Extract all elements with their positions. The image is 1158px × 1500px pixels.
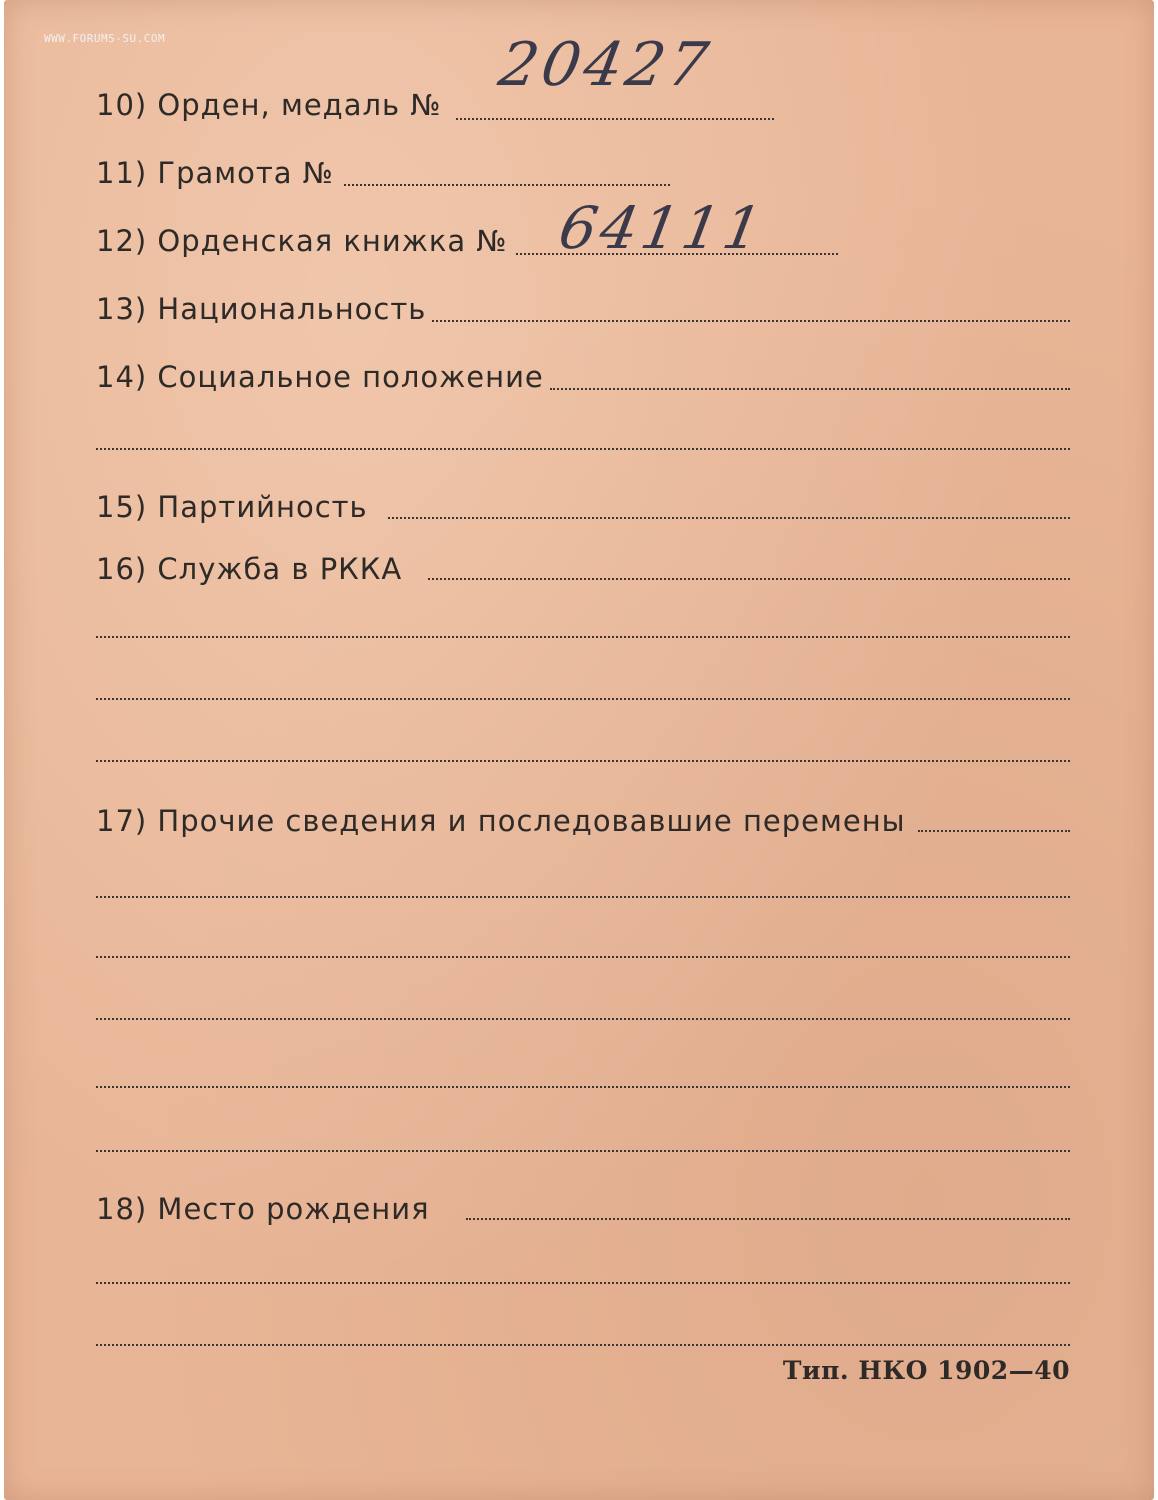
watermark: WWW.FORUMS-SU.COM (44, 32, 166, 45)
field-gramota-line[interactable] (344, 184, 670, 186)
field-other-line-2[interactable] (96, 896, 1070, 898)
field-other-label: 17) Прочие сведения и последовавшие перемены (96, 804, 906, 838)
field-birthplace-line-2[interactable] (96, 1282, 1070, 1284)
field-party-line[interactable] (388, 517, 1070, 519)
field-gramota-label: 11) Грамота № (96, 156, 334, 190)
field-nationality-label: 13) Национальность (96, 292, 427, 326)
field-service-line-4[interactable] (96, 760, 1070, 762)
field-social-label: 14) Социальное положение (96, 360, 544, 394)
field-order-line[interactable] (456, 118, 774, 120)
field-other-line-4[interactable] (96, 1018, 1070, 1020)
field-social-line[interactable] (550, 388, 1070, 390)
field-service-label: 16) Служба в РККА (96, 552, 403, 586)
field-birthplace-label: 18) Место рождения (96, 1192, 430, 1226)
field-party-label: 15) Партийность (96, 490, 368, 524)
field-booklet-value: 64111 (554, 194, 771, 262)
field-social-line-2[interactable] (96, 448, 1070, 450)
field-booklet-label: 12) Орденская книжка № (96, 224, 508, 258)
form-card (4, 0, 1154, 1500)
field-birthplace-line-3[interactable] (96, 1344, 1070, 1346)
field-service-line[interactable] (428, 578, 1070, 580)
field-service-line-2[interactable] (96, 636, 1070, 638)
field-other-line-6[interactable] (96, 1150, 1070, 1152)
field-order-label: 10) Орден, медаль № (96, 88, 442, 122)
field-birthplace-line[interactable] (466, 1218, 1070, 1220)
field-order-value: 20427 (493, 30, 718, 100)
field-nationality-line[interactable] (432, 320, 1070, 322)
field-other-line-3[interactable] (96, 956, 1070, 958)
field-service-line-3[interactable] (96, 698, 1070, 700)
field-other-line-5[interactable] (96, 1086, 1070, 1088)
field-other-line[interactable] (918, 830, 1070, 832)
printer-mark: Тип. НКО 1902—40 (782, 1356, 1070, 1385)
